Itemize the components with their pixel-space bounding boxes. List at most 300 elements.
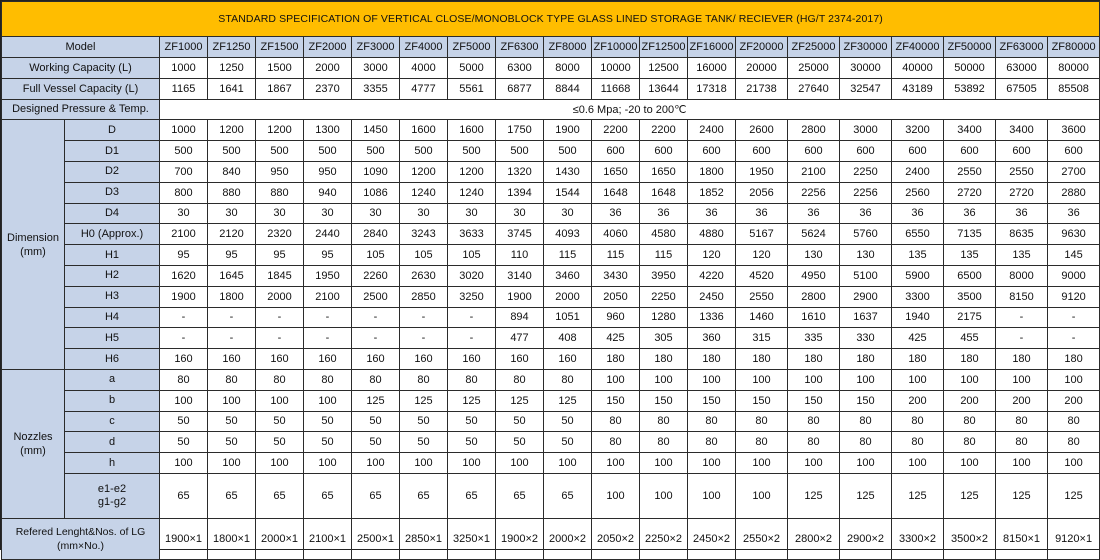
table-cell: 180 bbox=[736, 349, 788, 370]
table-cell: 30000 bbox=[840, 58, 892, 79]
model-header: ZF20000 bbox=[736, 37, 788, 58]
table-row bbox=[2, 286, 1100, 307]
table-cell: 27640 bbox=[788, 78, 840, 99]
table-cell: 1648 bbox=[592, 182, 640, 203]
model-header: ZF2000 bbox=[304, 37, 352, 58]
table-cell: 160 bbox=[208, 349, 256, 370]
table-cell: 2250 bbox=[640, 286, 688, 307]
table-cell: - bbox=[208, 307, 256, 328]
table-cell: 180 bbox=[892, 349, 944, 370]
table-cell: 2450 bbox=[688, 286, 736, 307]
table-cell: 880 bbox=[208, 182, 256, 203]
table-cell: 36 bbox=[592, 203, 640, 224]
table-cell: 8635 bbox=[996, 224, 1048, 245]
table-cell: 160 bbox=[496, 349, 544, 370]
table-cell: 180 bbox=[688, 349, 736, 370]
table-cell: 1200 bbox=[256, 120, 304, 141]
table-cell: 50 bbox=[400, 432, 448, 453]
row-label-line2: g1-g2 bbox=[97, 495, 127, 508]
table-cell: 2800×2 bbox=[788, 518, 840, 559]
row-label: H5 bbox=[65, 328, 160, 349]
table-row bbox=[2, 432, 1100, 453]
table-cell: 100 bbox=[304, 390, 352, 411]
table-cell: 3300×2 bbox=[892, 518, 944, 559]
table-cell: - bbox=[400, 307, 448, 328]
table-cell: 408 bbox=[544, 328, 592, 349]
table-cell: 100 bbox=[352, 453, 400, 474]
table-cell: 50 bbox=[352, 411, 400, 432]
table-cell: 105 bbox=[448, 245, 496, 266]
table-cell: 425 bbox=[892, 328, 944, 349]
table-cell: 43189 bbox=[892, 78, 944, 99]
table-cell: 5624 bbox=[788, 224, 840, 245]
table-cell: 80 bbox=[840, 432, 892, 453]
row-label: Full Vessel Capacity (L) bbox=[2, 78, 160, 99]
table-cell: 160 bbox=[304, 349, 352, 370]
table-cell: 3745 bbox=[496, 224, 544, 245]
table-cell: 80 bbox=[892, 411, 944, 432]
table-cell: 2250 bbox=[840, 161, 892, 182]
table-cell: 80000 bbox=[1048, 58, 1100, 79]
table-cell: 2200 bbox=[592, 120, 640, 141]
table-cell: 8150 bbox=[996, 286, 1048, 307]
table-cell: 160 bbox=[448, 349, 496, 370]
table-cell: 80 bbox=[892, 432, 944, 453]
table-cell: 455 bbox=[944, 328, 996, 349]
table-cell: 100 bbox=[996, 453, 1048, 474]
table-cell: 2720 bbox=[996, 182, 1048, 203]
table-cell: 2260 bbox=[352, 265, 400, 286]
table-cell: 36 bbox=[944, 203, 996, 224]
table-cell: 5000 bbox=[448, 58, 496, 79]
table-cell: 3000 bbox=[840, 120, 892, 141]
table-cell: 3633 bbox=[448, 224, 496, 245]
table-cell: 1240 bbox=[448, 182, 496, 203]
table-cell: 65 bbox=[208, 473, 256, 518]
table-cell: 9000 bbox=[1048, 265, 1100, 286]
table-cell: 100 bbox=[160, 390, 208, 411]
table-cell: 2100 bbox=[788, 161, 840, 182]
table-cell: 50 bbox=[400, 411, 448, 432]
table-cell: 2175 bbox=[944, 307, 996, 328]
table-cell: 1637 bbox=[840, 307, 892, 328]
table-cell: 2100×1 bbox=[304, 518, 352, 559]
table-cell: 125 bbox=[944, 473, 996, 518]
table-cell: 100 bbox=[944, 453, 996, 474]
table-cell: 100 bbox=[304, 453, 352, 474]
table-cell: 1300 bbox=[304, 120, 352, 141]
table-cell: 2400 bbox=[892, 161, 944, 182]
table-cell: 2056 bbox=[736, 182, 788, 203]
table-cell: 50 bbox=[448, 432, 496, 453]
table-cell: 9120 bbox=[1048, 286, 1100, 307]
table-cell: 1600 bbox=[400, 120, 448, 141]
row-label: Designed Pressure & Temp. bbox=[2, 99, 160, 120]
table-cell: 2600 bbox=[736, 120, 788, 141]
table-cell: 1051 bbox=[544, 307, 592, 328]
table-cell: 477 bbox=[496, 328, 544, 349]
table-cell: 5100 bbox=[840, 265, 892, 286]
table-row bbox=[2, 182, 1100, 203]
table-cell: 10000 bbox=[592, 58, 640, 79]
table-cell: 500 bbox=[256, 141, 304, 162]
row-label: H6 bbox=[65, 349, 160, 370]
table-cell: 50 bbox=[544, 411, 592, 432]
table-row bbox=[2, 349, 1100, 370]
table-cell: 3600 bbox=[1048, 120, 1100, 141]
table-row bbox=[2, 245, 1100, 266]
row-label: D1 bbox=[65, 141, 160, 162]
table-row bbox=[2, 120, 1100, 141]
table-cell: 125 bbox=[352, 390, 400, 411]
table-cell: 2000 bbox=[304, 58, 352, 79]
table-cell: 95 bbox=[160, 245, 208, 266]
model-header: ZF50000 bbox=[944, 37, 996, 58]
table-cell: 110 bbox=[496, 245, 544, 266]
table-cell: 1460 bbox=[736, 307, 788, 328]
table-cell: 2440 bbox=[304, 224, 352, 245]
table-cell: 30 bbox=[448, 203, 496, 224]
table-cell: 65 bbox=[256, 473, 304, 518]
table-cell: 2800 bbox=[788, 286, 840, 307]
model-header: ZF16000 bbox=[688, 37, 736, 58]
table-cell: 25000 bbox=[788, 58, 840, 79]
table-row bbox=[2, 307, 1100, 328]
table-cell: 3000 bbox=[352, 58, 400, 79]
table-cell: 50 bbox=[304, 432, 352, 453]
table-cell: - bbox=[1048, 328, 1100, 349]
table-cell: 100 bbox=[688, 453, 736, 474]
table-cell: 2500 bbox=[352, 286, 400, 307]
table-cell: 50 bbox=[208, 432, 256, 453]
table-row bbox=[2, 518, 1100, 559]
table-cell: 1200 bbox=[400, 161, 448, 182]
table-cell: 1900 bbox=[496, 286, 544, 307]
table-cell: 305 bbox=[640, 328, 688, 349]
table-cell: 30 bbox=[496, 203, 544, 224]
table-cell: 80 bbox=[788, 411, 840, 432]
table-cell: 65 bbox=[352, 473, 400, 518]
table-cell: 135 bbox=[892, 245, 944, 266]
table-cell: 80 bbox=[640, 411, 688, 432]
table-cell: 3460 bbox=[544, 265, 592, 286]
table-row bbox=[2, 161, 1100, 182]
table-cell: 1900 bbox=[544, 120, 592, 141]
model-header: ZF5000 bbox=[448, 37, 496, 58]
table-cell: 30 bbox=[208, 203, 256, 224]
table-cell: 150 bbox=[736, 390, 788, 411]
table-cell: 4220 bbox=[688, 265, 736, 286]
table-cell: 9630 bbox=[1048, 224, 1100, 245]
table-cell: 80 bbox=[688, 411, 736, 432]
table-cell: 1000 bbox=[160, 120, 208, 141]
table-cell: 2100 bbox=[160, 224, 208, 245]
table-cell: 180 bbox=[592, 349, 640, 370]
table-cell: 100 bbox=[736, 453, 788, 474]
table-cell: 1000 bbox=[160, 58, 208, 79]
table-cell: 200 bbox=[996, 390, 1048, 411]
table-cell: 500 bbox=[160, 141, 208, 162]
table-cell: 1950 bbox=[304, 265, 352, 286]
table-cell: 115 bbox=[592, 245, 640, 266]
table-cell: 65 bbox=[544, 473, 592, 518]
table-cell: 2850×1 bbox=[400, 518, 448, 559]
table-cell: 1600 bbox=[448, 120, 496, 141]
table-cell: 600 bbox=[944, 141, 996, 162]
table-cell: 85508 bbox=[1048, 78, 1100, 99]
row-label: d bbox=[65, 432, 160, 453]
table-cell: 135 bbox=[944, 245, 996, 266]
table-cell: 2800 bbox=[788, 120, 840, 141]
table-cell: 3140 bbox=[496, 265, 544, 286]
model-header-row bbox=[2, 37, 1100, 58]
table-cell: 125 bbox=[996, 473, 1048, 518]
table-cell: 3400 bbox=[996, 120, 1048, 141]
table-cell: 950 bbox=[304, 161, 352, 182]
table-cell: 65 bbox=[448, 473, 496, 518]
table-cell: 180 bbox=[1048, 349, 1100, 370]
table-cell: 125 bbox=[496, 390, 544, 411]
table-cell: 1430 bbox=[544, 161, 592, 182]
footer-label-line1: Refered Lenght&Nos. of LG bbox=[15, 525, 146, 538]
table-cell: 150 bbox=[840, 390, 892, 411]
table-cell: 80 bbox=[592, 432, 640, 453]
table-cell: 135 bbox=[996, 245, 1048, 266]
table-cell: 160 bbox=[352, 349, 400, 370]
table-cell: 5760 bbox=[840, 224, 892, 245]
table-cell: - bbox=[352, 328, 400, 349]
table-cell: 80 bbox=[788, 432, 840, 453]
table-cell: 100 bbox=[592, 473, 640, 518]
nozzles-group-label bbox=[2, 369, 65, 518]
table-cell: 2000×2 bbox=[544, 518, 592, 559]
table-cell: 2450×2 bbox=[688, 518, 736, 559]
table-cell: 50 bbox=[256, 411, 304, 432]
table-cell: 36 bbox=[688, 203, 736, 224]
table-cell: 9120×1 bbox=[1048, 518, 1100, 559]
table-cell: 30 bbox=[352, 203, 400, 224]
table-cell: 150 bbox=[640, 390, 688, 411]
table-cell: 2900 bbox=[840, 286, 892, 307]
table-cell: 1800 bbox=[688, 161, 736, 182]
dimension-group-line1: Dimension bbox=[7, 231, 59, 244]
table-cell: 80 bbox=[496, 369, 544, 390]
table-cell: 50 bbox=[544, 432, 592, 453]
table-cell: 500 bbox=[208, 141, 256, 162]
table-cell: 600 bbox=[640, 141, 688, 162]
table-cell: 100 bbox=[892, 453, 944, 474]
table-cell: - bbox=[352, 307, 400, 328]
model-header: ZF40000 bbox=[892, 37, 944, 58]
table-cell: 600 bbox=[892, 141, 944, 162]
table-cell: 100 bbox=[944, 369, 996, 390]
table-cell: 4580 bbox=[640, 224, 688, 245]
table-cell: 100 bbox=[256, 390, 304, 411]
table-cell: 3400 bbox=[944, 120, 996, 141]
row-label: H1 bbox=[65, 245, 160, 266]
table-cell: 30 bbox=[400, 203, 448, 224]
table-cell: - bbox=[304, 328, 352, 349]
table-cell: 2900×2 bbox=[840, 518, 892, 559]
table-cell: 894 bbox=[496, 307, 544, 328]
table-row bbox=[2, 141, 1100, 162]
table-cell: 100 bbox=[640, 369, 688, 390]
table-cell: 2550 bbox=[996, 161, 1048, 182]
table-cell: 125 bbox=[892, 473, 944, 518]
row-label: D2 bbox=[65, 161, 160, 182]
table-cell: 80 bbox=[688, 432, 736, 453]
table-cell: 125 bbox=[544, 390, 592, 411]
table-cell: 21738 bbox=[736, 78, 788, 99]
table-cell: 50 bbox=[160, 411, 208, 432]
table-cell: 36 bbox=[640, 203, 688, 224]
table-cell: 65 bbox=[400, 473, 448, 518]
table-cell: 3500 bbox=[944, 286, 996, 307]
table-cell: 105 bbox=[400, 245, 448, 266]
table-cell: 1900×1 bbox=[160, 518, 208, 559]
table-cell: 100 bbox=[892, 369, 944, 390]
table-cell: 960 bbox=[592, 307, 640, 328]
table-cell: 2256 bbox=[840, 182, 892, 203]
row-label: D bbox=[65, 120, 160, 141]
table-cell: 6877 bbox=[496, 78, 544, 99]
table-cell: 63000 bbox=[996, 58, 1048, 79]
model-header: ZF3000 bbox=[352, 37, 400, 58]
table-cell: 95 bbox=[256, 245, 304, 266]
table-cell: 2630 bbox=[400, 265, 448, 286]
table-cell: - bbox=[996, 307, 1048, 328]
table-cell: 330 bbox=[840, 328, 892, 349]
table-cell: 80 bbox=[996, 411, 1048, 432]
table-cell: 2370 bbox=[304, 78, 352, 99]
table-cell: 100 bbox=[1048, 453, 1100, 474]
table-cell: 1620 bbox=[160, 265, 208, 286]
table-cell: 95 bbox=[304, 245, 352, 266]
table-cell: 600 bbox=[840, 141, 892, 162]
table-cell: 50000 bbox=[944, 58, 996, 79]
row-label-line1: e1-e2 bbox=[97, 482, 127, 495]
table-cell: 50 bbox=[256, 432, 304, 453]
table-row bbox=[2, 99, 1100, 120]
table-cell: 80 bbox=[1048, 411, 1100, 432]
table-cell: 2256 bbox=[788, 182, 840, 203]
table-cell: 2000 bbox=[544, 286, 592, 307]
table-cell: 500 bbox=[448, 141, 496, 162]
table-cell: 1280 bbox=[640, 307, 688, 328]
row-label: Working Capacity (L) bbox=[2, 58, 160, 79]
table-cell: 100 bbox=[788, 369, 840, 390]
table-cell: 1240 bbox=[400, 182, 448, 203]
row-label: H2 bbox=[65, 265, 160, 286]
table-cell: 2050 bbox=[592, 286, 640, 307]
table-cell: 180 bbox=[840, 349, 892, 370]
table-cell: 50 bbox=[208, 411, 256, 432]
table-cell: 160 bbox=[256, 349, 304, 370]
table-cell: 3250×1 bbox=[448, 518, 496, 559]
table-cell: 150 bbox=[592, 390, 640, 411]
table-cell: 30 bbox=[160, 203, 208, 224]
table-cell: 100 bbox=[840, 453, 892, 474]
table-cell: 80 bbox=[736, 411, 788, 432]
table-cell: 80 bbox=[304, 369, 352, 390]
table-cell: 425 bbox=[592, 328, 640, 349]
row-label: H4 bbox=[65, 307, 160, 328]
table-cell: 100 bbox=[640, 473, 688, 518]
table-cell: 2400 bbox=[688, 120, 736, 141]
table-title: STANDARD SPECIFICATION OF VERTICAL CLOSE/MONOBLOCK TYPE GLASS LINED STORAGE TANK/ RECIEVER (HG/T 2374-2017) bbox=[2, 2, 1100, 37]
table-cell: 80 bbox=[208, 369, 256, 390]
table-cell: 80 bbox=[160, 369, 208, 390]
table-cell: 120 bbox=[688, 245, 736, 266]
table-row bbox=[2, 453, 1100, 474]
table-cell: 100 bbox=[256, 453, 304, 474]
table-cell: 3300 bbox=[892, 286, 944, 307]
table-cell: 80 bbox=[944, 432, 996, 453]
table-cell: 50 bbox=[304, 411, 352, 432]
table-cell: 1200 bbox=[448, 161, 496, 182]
table-cell: 80 bbox=[944, 411, 996, 432]
table-cell: 50 bbox=[160, 432, 208, 453]
model-header: ZF12500 bbox=[640, 37, 688, 58]
table-row bbox=[2, 78, 1100, 99]
table-cell: 100 bbox=[592, 369, 640, 390]
table-cell: 180 bbox=[944, 349, 996, 370]
table-cell: 80 bbox=[400, 369, 448, 390]
table-cell: 40000 bbox=[892, 58, 944, 79]
table-row bbox=[2, 328, 1100, 349]
table-cell: 125 bbox=[840, 473, 892, 518]
table-cell: 1165 bbox=[160, 78, 208, 99]
table-cell: 1450 bbox=[352, 120, 400, 141]
table-cell: 100 bbox=[448, 453, 496, 474]
table-cell: 180 bbox=[996, 349, 1048, 370]
table-cell: 1320 bbox=[496, 161, 544, 182]
table-cell: 1940 bbox=[892, 307, 944, 328]
table-cell: 115 bbox=[640, 245, 688, 266]
table-cell: 5561 bbox=[448, 78, 496, 99]
table-cell: 100 bbox=[788, 453, 840, 474]
table-cell: 1086 bbox=[352, 182, 400, 203]
model-header: ZF30000 bbox=[840, 37, 892, 58]
table-cell: 200 bbox=[944, 390, 996, 411]
table-cell: 2720 bbox=[944, 182, 996, 203]
table-cell: 180 bbox=[640, 349, 688, 370]
table-cell: 800 bbox=[160, 182, 208, 203]
table-cell: 2250×2 bbox=[640, 518, 688, 559]
table-cell: 100 bbox=[840, 369, 892, 390]
table-cell: 80 bbox=[592, 411, 640, 432]
table-row bbox=[2, 390, 1100, 411]
table-cell: 1394 bbox=[496, 182, 544, 203]
table-row bbox=[2, 224, 1100, 245]
table-cell: 1641 bbox=[208, 78, 256, 99]
table-cell: 600 bbox=[1048, 141, 1100, 162]
table-cell: 700 bbox=[160, 161, 208, 182]
table-cell: 50 bbox=[496, 432, 544, 453]
table-cell: 12500 bbox=[640, 58, 688, 79]
table-cell: 600 bbox=[736, 141, 788, 162]
row-label: h bbox=[65, 453, 160, 474]
row-label: D4 bbox=[65, 203, 160, 224]
table-cell: 95 bbox=[208, 245, 256, 266]
table-cell: - bbox=[448, 328, 496, 349]
table-cell: 80 bbox=[256, 369, 304, 390]
table-cell: 125 bbox=[448, 390, 496, 411]
table-cell: 65 bbox=[496, 473, 544, 518]
row-label bbox=[2, 518, 160, 559]
table-row bbox=[2, 369, 1100, 390]
table-cell: 5900 bbox=[892, 265, 944, 286]
